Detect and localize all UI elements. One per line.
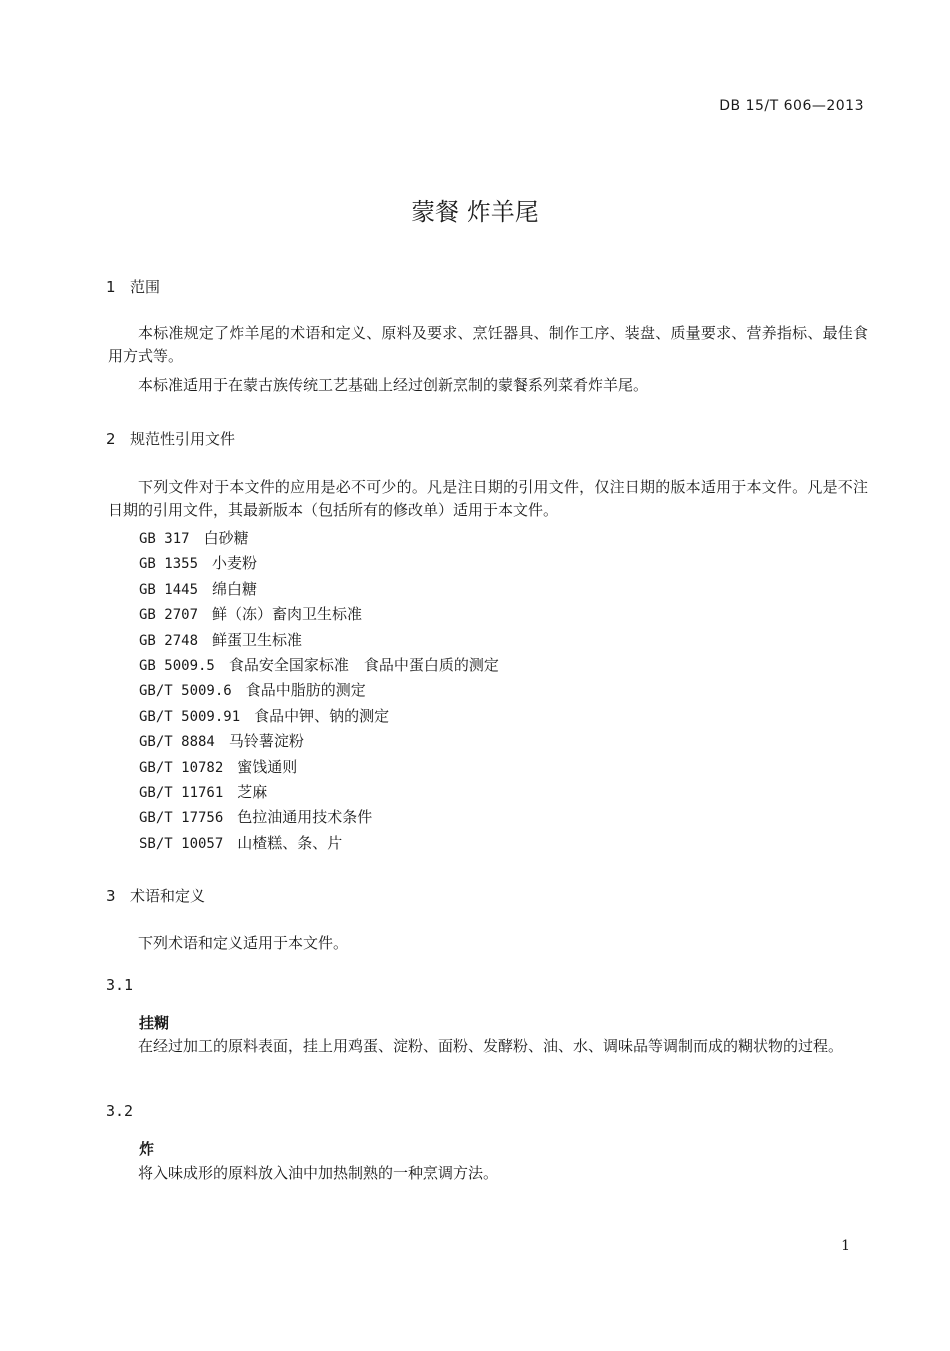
section-2-paragraph-1: 下列文件对于本文件的应用是必不可少的。凡是注日期的引用文件，仅注日期的版本适用于本文件。凡是不注日期的引用文件，其最新版本（包括所有的修改单）适用于本文件。 xyxy=(108,478,868,519)
term-name: 挂糊 xyxy=(139,1014,170,1032)
reference-code: GB 1355 xyxy=(139,556,199,573)
term-definition: 将入味成形的原料放入油中加热制熟的一种烹调方法。 xyxy=(138,1164,499,1182)
reference-item xyxy=(139,678,499,703)
section-number: 1 xyxy=(106,278,116,296)
reference-name: 鲜蛋卫生标准 xyxy=(212,630,303,649)
term-name: 炸 xyxy=(139,1140,155,1158)
reference-code: GB/T 10782 xyxy=(139,759,224,776)
reference-code: GB/T 5009.6 xyxy=(139,683,232,700)
reference-name: 食品安全国家标准 食品中蛋白质的测定 xyxy=(228,655,499,674)
reference-code: GB/T 5009.91 xyxy=(139,708,241,725)
reference-code: GB/T 8884 xyxy=(139,734,215,751)
reference-item xyxy=(139,628,499,653)
reference-name: 食品中脂肪的测定 xyxy=(245,681,366,700)
reference-name: 鲜（冻）畜肉卫生标准 xyxy=(212,605,363,624)
reference-code: GB 2707 xyxy=(139,607,199,624)
reference-code: GB 317 xyxy=(139,531,190,547)
section-3-heading xyxy=(106,885,205,906)
section-1-paragraph-2: 本标准适用于在蒙古族传统工艺基础上经过创新烹制的蒙餐系列菜肴炸羊尾。 xyxy=(138,376,649,394)
term-number: 3.2 xyxy=(106,1102,134,1120)
reference-name: 蜜饯通则 xyxy=(237,757,298,776)
section-1-paragraph-1: 本标准规定了炸羊尾的术语和定义、原料及要求、烹饪器具、制作工序、装盘、质量要求、营养指标、最佳食用方式等。 xyxy=(108,324,868,365)
reference-name: 山楂糕、条、片 xyxy=(237,833,343,852)
section-2-heading xyxy=(106,428,235,449)
reference-item xyxy=(139,577,499,602)
document-title: 蒙餐 炸羊尾 xyxy=(411,198,539,226)
reference-item xyxy=(139,805,499,830)
section-title: 术语和定义 xyxy=(130,887,206,905)
section-title: 范围 xyxy=(130,278,161,296)
reference-item xyxy=(139,526,499,551)
reference-code: GB 2748 xyxy=(139,632,199,649)
section-1-heading xyxy=(106,276,160,297)
reference-item xyxy=(139,755,499,780)
reference-name: 白砂糖 xyxy=(203,529,249,547)
reference-code: GB/T 11761 xyxy=(139,784,224,801)
standard-code: DB 15/T 606—2013 xyxy=(719,98,864,114)
term-definition: 在经过加工的原料表面，挂上用鸡蛋、淀粉、面粉、发酵粉、油、水、调味品等调制而成的糊状物的过程。 xyxy=(138,1037,844,1055)
term-number: 3.1 xyxy=(106,976,134,994)
section-title: 规范性引用文件 xyxy=(130,430,236,448)
reference-item xyxy=(139,653,499,678)
reference-item xyxy=(139,831,499,856)
section-number: 3 xyxy=(106,887,116,905)
reference-item xyxy=(139,729,499,754)
reference-list xyxy=(139,526,499,856)
reference-name: 小麦粉 xyxy=(212,554,258,573)
reference-name: 色拉油通用技术条件 xyxy=(237,808,373,827)
reference-code: GB/T 17756 xyxy=(139,810,224,827)
reference-name: 食品中钾、钠的测定 xyxy=(254,706,390,725)
section-3-paragraph-1: 下列术语和定义适用于本文件。 xyxy=(138,934,349,952)
reference-code: GB 5009.5 xyxy=(139,657,215,674)
reference-item xyxy=(139,551,499,576)
reference-name: 马铃薯淀粉 xyxy=(228,732,304,751)
reference-item xyxy=(139,602,499,627)
reference-code: GB 1445 xyxy=(139,581,199,598)
reference-item xyxy=(139,780,499,805)
section-number: 2 xyxy=(106,430,116,448)
page-number: 1 xyxy=(841,1238,850,1254)
reference-item xyxy=(139,704,499,729)
reference-name: 绵白糖 xyxy=(212,579,258,598)
reference-name: 芝麻 xyxy=(237,782,268,801)
reference-code: SB/T 10057 xyxy=(139,835,224,852)
